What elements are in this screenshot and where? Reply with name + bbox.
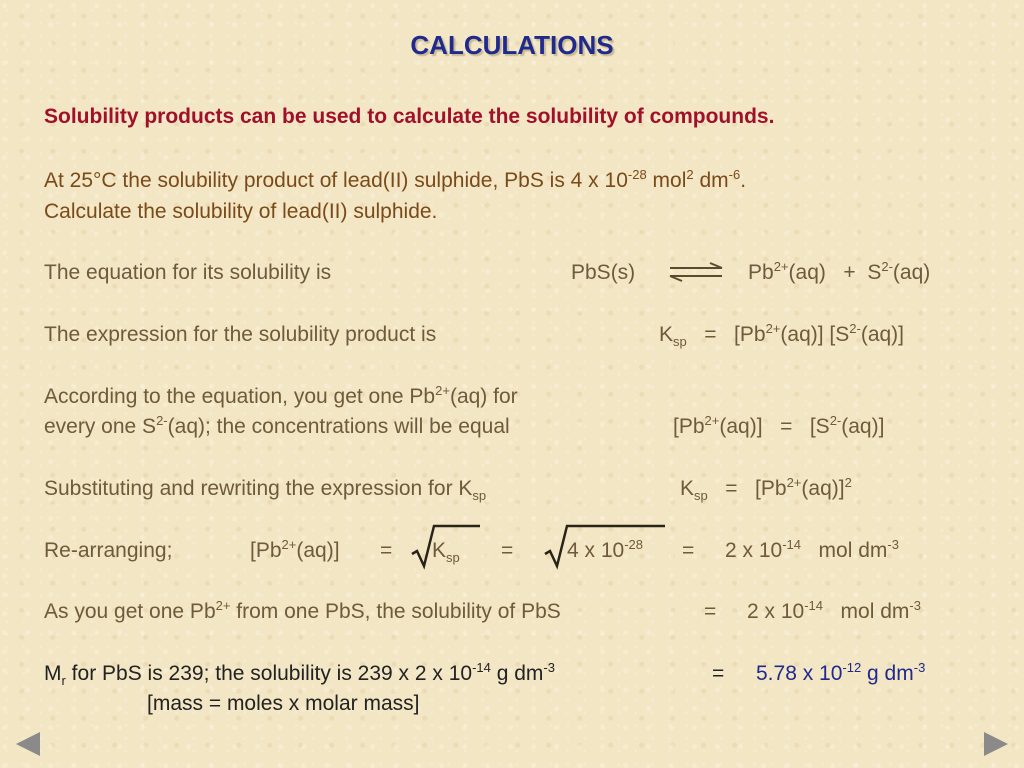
solubility-statement: As you get one $Pb^{2+}$ from one PbS, the solubility of PbS	[44, 598, 561, 623]
task-line-1: At 25°C the solubility product of lead(II) sulphide, PbS is 4 x $10^{-28}$ mol$^2$ $dm^{-6}$.	[44, 167, 747, 192]
rearranging-lhs: $[Pb^{2+}(aq)]$	[250, 537, 340, 562]
rearranging-eq-1: =	[380, 539, 393, 562]
rearranging-eq-2: =	[501, 539, 514, 562]
equation-products: $Pb^{2+}(aq)$ + $S^{2-}(aq)$	[748, 259, 931, 284]
previous-slide-icon[interactable]	[16, 732, 40, 756]
rearranging-eq-3: =	[682, 539, 695, 562]
mass-calculation: $M_r$ for PbS is 239; the solubility is 239 x 2 x $10^{-14}$ g $dm^{-3}$	[44, 660, 555, 688]
substituted-expression: $K_{sp}$ = $[Pb^{2+}(aq)]^2$	[680, 475, 852, 503]
equal-concentrations: $[Pb^{2+}(aq)]$ = $[S^{2-}(aq)]$	[673, 413, 885, 438]
intro-statement: Solubility products can be used to calculate the solubility of compounds.	[44, 105, 775, 128]
page-title: CALCULATIONS	[410, 30, 614, 60]
mass-eq: =	[712, 662, 725, 685]
final-answer: 5.78 x $10^{-12}$ g $dm^{-3}$	[756, 660, 926, 685]
rearranging-result: 2 x $10^{-14}$ mol $dm^{-3}$	[725, 537, 899, 562]
task-line-2: Calculate the solubility of lead(II) sulphide.	[44, 200, 438, 223]
solubility-result: 2 x $10^{-14}$ mol $dm^{-3}$	[747, 598, 921, 623]
mass-note: [mass = moles x molar mass]	[147, 692, 420, 715]
according-line-1: According to the equation, you get one $Pb^{2+}(aq)$ for	[44, 383, 518, 408]
according-line-2: every one $S^{2-}(aq)$; the concentrations will be equal	[44, 413, 510, 438]
ksp-expression: $K_{sp}$ = $[Pb^{2+}(aq)]$ $[S^{2-}(aq)]$	[659, 321, 905, 349]
rearranging-label: Re-arranging;	[44, 539, 173, 562]
equation-label: The equation for its solubility is	[44, 261, 332, 284]
sqrt-ksp: $K_{sp}$	[432, 539, 460, 565]
solubility-eq: =	[704, 600, 717, 623]
sqrt-value: 4 x $10^{-28}$	[567, 537, 644, 562]
equation-reactant: PbS(s)	[571, 261, 636, 284]
next-slide-icon[interactable]	[984, 732, 1008, 756]
equilibrium-arrow-icon	[668, 262, 724, 282]
expression-label: The expression for the solubility product is	[44, 323, 437, 346]
substituting-label: Substituting and rewriting the expression for $K_{sp}$	[44, 477, 487, 503]
